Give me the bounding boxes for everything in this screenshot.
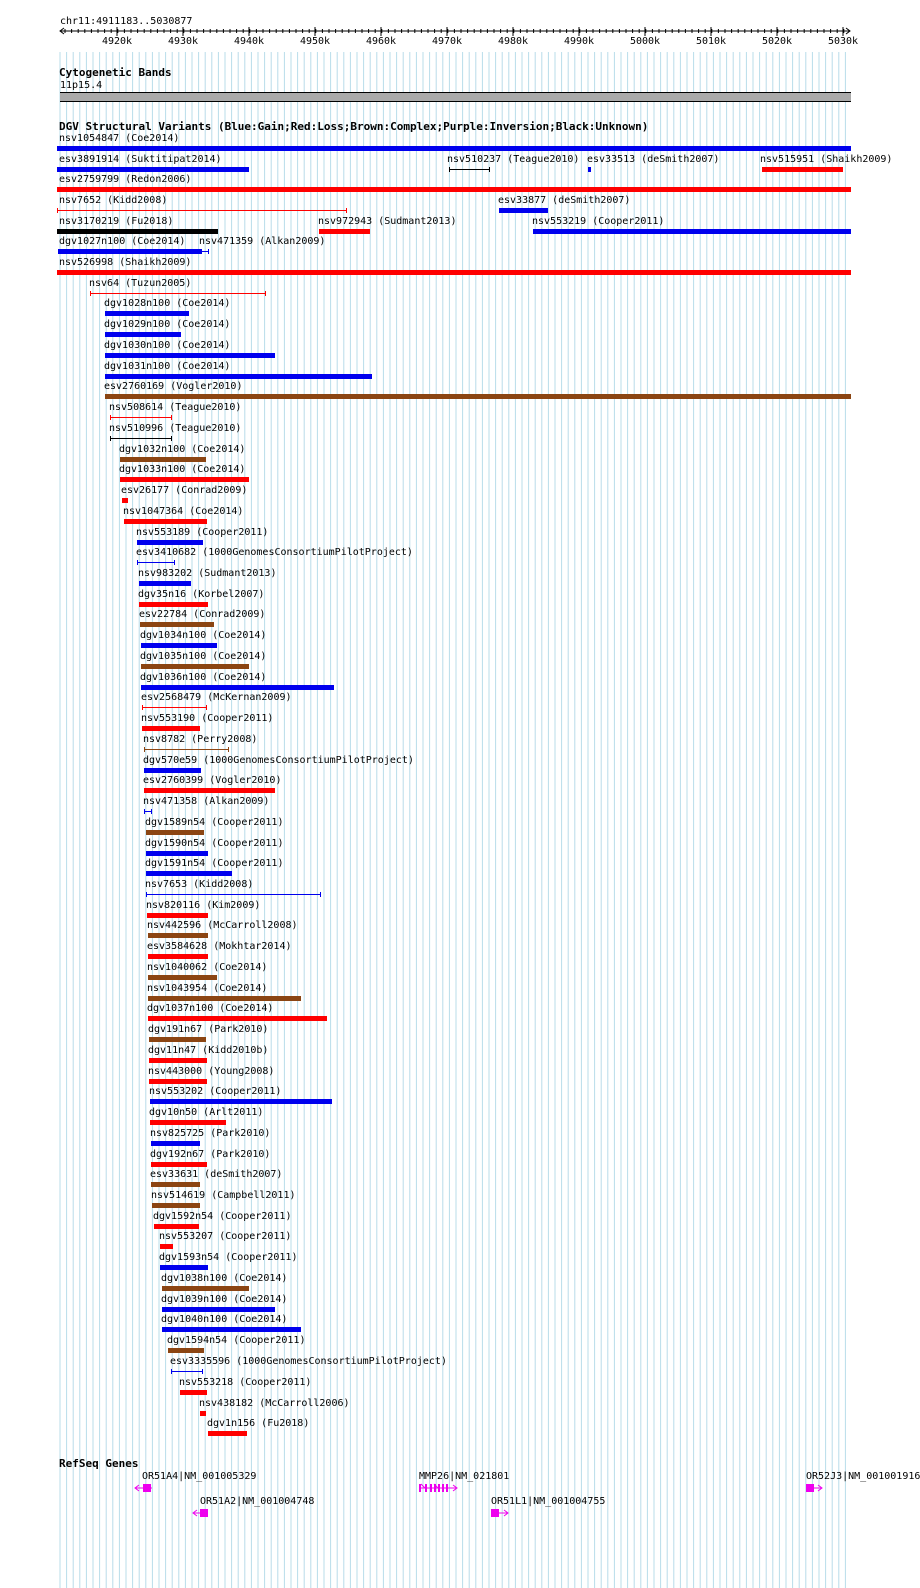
variant-line[interactable] [171,1371,202,1372]
variant-end-cap [228,747,229,752]
ruler-tick-label: 4960k [365,36,397,47]
variant-bar[interactable] [57,167,249,172]
variant-bar[interactable] [105,374,372,379]
variant-bar[interactable] [150,1099,332,1104]
variant-bar[interactable] [148,954,208,959]
refseq-track-title[interactable]: RefSeq Genes [59,1457,139,1470]
variant-line[interactable] [110,417,171,418]
variant-bar[interactable] [57,146,851,151]
variant-label[interactable]: dgv1031n100 (Coe2014) [104,361,231,372]
variant-label[interactable]: dgv1027n100 (Coe2014) [59,236,186,247]
variant-end-cap [206,705,207,710]
variant-bar[interactable] [57,187,851,192]
variant-label[interactable]: nsv8782 (Perry2008) [143,734,258,745]
variant-label[interactable]: nsv7653 (Kidd2008) [145,879,254,890]
gene-label[interactable]: OR51A2|NM_001004748 [200,1496,315,1507]
variant-end-cap [265,291,266,296]
variant-label[interactable]: nsv1054847 (Coe2014) [59,133,180,144]
ruler-tick-label: 4940k [233,36,265,47]
variant-label[interactable]: nsv442596 (McCarroll2008) [147,920,298,931]
variant-line[interactable] [57,210,346,211]
variant-bar[interactable] [152,1203,200,1208]
variant-label[interactable]: esv33513 (deSmith2007) [587,154,720,165]
variant-label[interactable]: dgv192n67 (Park2010) [150,1149,271,1160]
variant-bar[interactable] [120,477,249,482]
variant-bar[interactable] [148,933,208,938]
variant-label[interactable]: nsv553219 (Cooper2011) [532,216,665,227]
variant-label[interactable]: dgv1593n54 (Cooper2011) [159,1252,298,1263]
variant-end-cap [110,436,111,441]
variant-bar[interactable] [124,519,207,524]
variant-label[interactable]: esv3335596 (1000GenomesConsortiumPilotProject) [170,1356,447,1367]
variant-bar[interactable] [105,311,189,316]
variant-end-cap [142,705,143,710]
variant-label[interactable]: nsv972943 (Sudmant2013) [318,216,457,227]
variant-label[interactable]: dgv1028n100 (Coe2014) [104,298,231,309]
variant-line[interactable] [144,811,151,812]
variant-label[interactable]: dgv1033n100 (Coe2014) [119,464,246,475]
variant-label[interactable]: nsv553207 (Cooper2011) [159,1231,292,1242]
variant-label[interactable]: esv33877 (deSmith2007) [498,195,631,206]
variant-bar[interactable] [160,1265,208,1270]
variant-line[interactable] [137,562,174,563]
variant-end-cap [110,415,111,420]
variant-end-cap [57,208,58,213]
variant-bar[interactable] [58,249,202,254]
variant-label[interactable]: nsv510996 (Teague2010) [109,423,242,434]
variant-end-cap [144,747,145,752]
variant-bar[interactable] [762,167,843,172]
variant-label[interactable]: dgv1594n54 (Cooper2011) [167,1335,306,1346]
variant-label[interactable]: dgv1590n54 (Cooper2011) [145,838,284,849]
ruler-tick-label: 5030k [827,36,859,47]
variant-bar[interactable] [57,270,851,275]
variant-label[interactable]: nsv471358 (Alkan2009) [143,796,270,807]
variant-label[interactable]: nsv553202 (Cooper2011) [149,1086,282,1097]
gene-label[interactable]: OR51A4|NM_001005329 [142,1471,257,1482]
cytoband-bar[interactable] [60,92,851,102]
variant-label[interactable]: nsv64 (Tuzun2005) [89,278,192,289]
variant-end-cap [208,249,209,254]
variant-bar[interactable] [147,913,208,918]
variant-end-cap [171,415,172,420]
variant-label[interactable]: nsv443000 (Young2008) [148,1066,275,1077]
variant-label[interactable]: nsv1047364 (Coe2014) [123,506,244,517]
variant-bar[interactable] [144,768,201,773]
variant-bar[interactable] [57,229,218,234]
variant-bar[interactable] [141,664,249,669]
variant-bar[interactable] [105,394,851,399]
variant-bar[interactable] [141,643,217,648]
variant-label[interactable]: nsv825725 (Park2010) [150,1128,271,1139]
variant-label[interactable]: dgv1032n100 (Coe2014) [119,444,246,455]
variant-bar[interactable] [105,353,275,358]
variant-end-cap [202,1369,203,1374]
variant-label[interactable]: dgv10n50 (Arlt2011) [149,1107,264,1118]
variant-bar[interactable] [588,167,591,172]
variant-bar[interactable] [144,788,275,793]
variant-label[interactable]: esv2759799 (Redon2006) [59,174,192,185]
variant-line[interactable] [142,707,206,708]
variant-bar[interactable] [200,1411,206,1416]
variant-bar[interactable] [149,1037,206,1042]
variant-label[interactable]: nsv553189 (Cooper2011) [136,527,269,538]
variant-label[interactable]: esv2760169 (Vogler2010) [104,381,243,392]
variant-bar[interactable] [154,1224,199,1229]
ruler-tick-label: 5010k [695,36,727,47]
variant-bar[interactable] [151,1141,200,1146]
variant-label[interactable]: dgv191n67 (Park2010) [148,1024,269,1035]
variant-line[interactable] [144,749,228,750]
variant-label[interactable]: dgv1040n100 (Coe2014) [161,1314,288,1325]
variant-bar[interactable] [162,1286,249,1291]
variant-bar[interactable] [141,685,334,690]
variant-label[interactable]: nsv508614 (Teague2010) [109,402,242,413]
variant-label[interactable]: nsv553190 (Cooper2011) [141,713,274,724]
variant-label[interactable]: esv22784 (Conrad2009) [139,609,266,620]
variant-label[interactable]: nsv820116 (Kim2009) [146,900,261,911]
variant-label[interactable]: nsv983202 (Sudmant2013) [138,568,277,579]
variant-end-cap [171,436,172,441]
variant-end-cap [200,249,201,254]
variant-bar[interactable] [148,996,301,1001]
variant-bar[interactable] [168,1348,204,1353]
variant-bar[interactable] [139,581,191,586]
gene-label[interactable]: OR51L1|NM_001004755 [491,1496,606,1507]
dgv-track-title[interactable]: DGV Structural Variants (Blue:Gain;Red:Loss;Brown:Complex;Purple:Inversion;Black:Unknown) [59,120,649,133]
variant-bar[interactable] [142,726,200,731]
ruler-tick-label: 4920k [101,36,133,47]
variant-bar[interactable] [208,1431,247,1436]
variant-label[interactable]: dgv1037n100 (Coe2014) [147,1003,274,1014]
coordinate-ruler [0,0,890,60]
variant-label[interactable]: nsv438182 (McCarroll2006) [199,1398,350,1409]
variant-end-cap [174,560,175,565]
ruler-tick-label: 5000k [629,36,661,47]
variant-bar[interactable] [162,1327,301,1332]
variant-label[interactable]: nsv1043954 (Coe2014) [147,983,268,994]
variant-label[interactable]: nsv553218 (Cooper2011) [179,1377,312,1388]
variant-bar[interactable] [151,1162,207,1167]
gene-label[interactable]: MMP26|NM_021801 [419,1471,510,1482]
variant-label[interactable]: dgv1038n100 (Coe2014) [161,1273,288,1284]
variant-label[interactable]: nsv510237 (Teague2010) [447,154,580,165]
gene-label[interactable]: OR52J3|NM_001001916 [806,1471,920,1482]
variant-label[interactable]: esv2760399 (Vogler2010) [143,775,282,786]
variant-label[interactable]: dgv1035n100 (Coe2014) [140,651,267,662]
variant-label[interactable]: esv33631 (deSmith2007) [150,1169,283,1180]
variant-bar[interactable] [146,871,232,876]
ruler-tick-label: 4930k [167,36,199,47]
ruler-tick-label: 5020k [761,36,793,47]
ruler-tick-label: 4980k [497,36,529,47]
variant-label[interactable]: dgv1029n100 (Coe2014) [104,319,231,330]
variant-bar[interactable] [319,229,370,234]
variant-label[interactable]: esv2568479 (McKernan2009) [141,692,292,703]
ruler-tick-label: 4990k [563,36,595,47]
variant-label[interactable]: dgv1036n100 (Coe2014) [140,672,267,683]
variant-bar[interactable] [122,498,128,503]
variant-label[interactable]: dgv1039n100 (Coe2014) [161,1294,288,1305]
variant-bar[interactable] [149,1058,207,1063]
variant-label[interactable]: dgv11n47 (Kidd2010b) [148,1045,269,1056]
variant-end-cap [137,560,138,565]
variant-bar[interactable] [140,622,214,627]
variant-bar[interactable] [146,830,204,835]
variant-end-cap [90,291,91,296]
variant-label[interactable]: esv3891914 (Suktitipat2014) [59,154,222,165]
variant-bar[interactable] [139,602,208,607]
variant-bar[interactable] [160,1244,173,1249]
variant-label[interactable]: esv26177 (Conrad2009) [121,485,248,496]
variant-bar[interactable] [150,1120,226,1125]
variant-end-cap [151,809,152,814]
variant-end-cap [346,208,347,213]
variant-label[interactable]: dgv1n156 (Fu2018) [207,1418,310,1429]
variant-label[interactable]: dgv1030n100 (Coe2014) [104,340,231,351]
variant-label[interactable]: nsv7652 (Kidd2008) [59,195,168,206]
variant-label[interactable]: nsv515951 (Shaikh2009) [760,154,893,165]
variant-line[interactable] [146,894,320,895]
variant-bar[interactable] [148,1016,327,1021]
variant-label[interactable]: dgv1034n100 (Coe2014) [140,630,267,641]
variant-bar[interactable] [148,975,217,980]
variant-label[interactable]: dgv35n16 (Korbel2007) [138,589,265,600]
ruler-tick-label: 4950k [299,36,331,47]
variant-bar[interactable] [105,332,181,337]
variant-bar[interactable] [533,229,851,234]
variant-bar[interactable] [120,457,206,462]
cytoband-track-title[interactable]: Cytogenetic Bands [59,66,172,79]
variant-bar[interactable] [151,1182,200,1187]
variant-end-cap [449,167,450,172]
variant-end-cap [489,167,490,172]
variant-bar[interactable] [499,208,548,213]
variant-label[interactable]: dgv1591n54 (Cooper2011) [145,858,284,869]
variant-end-cap [146,892,147,897]
variant-label[interactable]: dgv1592n54 (Cooper2011) [153,1211,292,1222]
ruler-position: chr11:4911183..5030877 [60,16,193,27]
variant-label[interactable]: nsv3170219 (Fu2018) [59,216,174,227]
variant-bar[interactable] [137,540,203,545]
variant-end-cap [171,1369,172,1374]
cytoband-label: 11p15.4 [60,80,103,91]
variant-label[interactable]: esv3410682 (1000GenomesConsortiumPilotProject) [136,547,413,558]
variant-bar[interactable] [146,851,208,856]
variant-label[interactable]: dgv1589n54 (Cooper2011) [145,817,284,828]
variant-line[interactable] [110,438,171,439]
variant-line[interactable] [200,251,208,252]
variant-label[interactable]: esv3584628 (Mokhtar2014) [147,941,292,952]
variant-label[interactable]: dgv570e59 (1000GenomesConsortiumPilotProject) [143,755,414,766]
variant-end-cap [320,892,321,897]
variant-line[interactable] [449,169,489,170]
variant-end-cap [144,809,145,814]
variant-line[interactable] [90,293,265,294]
variant-label[interactable]: nsv514619 (Campbell2011) [151,1190,296,1201]
ruler-tick-label: 4970k [431,36,463,47]
variant-label[interactable]: nsv1040062 (Coe2014) [147,962,268,973]
variant-bar[interactable] [180,1390,207,1395]
variant-label[interactable]: nsv526998 (Shaikh2009) [59,257,192,268]
variant-bar[interactable] [162,1307,275,1312]
variant-bar[interactable] [149,1079,207,1084]
variant-label[interactable]: nsv471359 (Alkan2009) [199,236,326,247]
